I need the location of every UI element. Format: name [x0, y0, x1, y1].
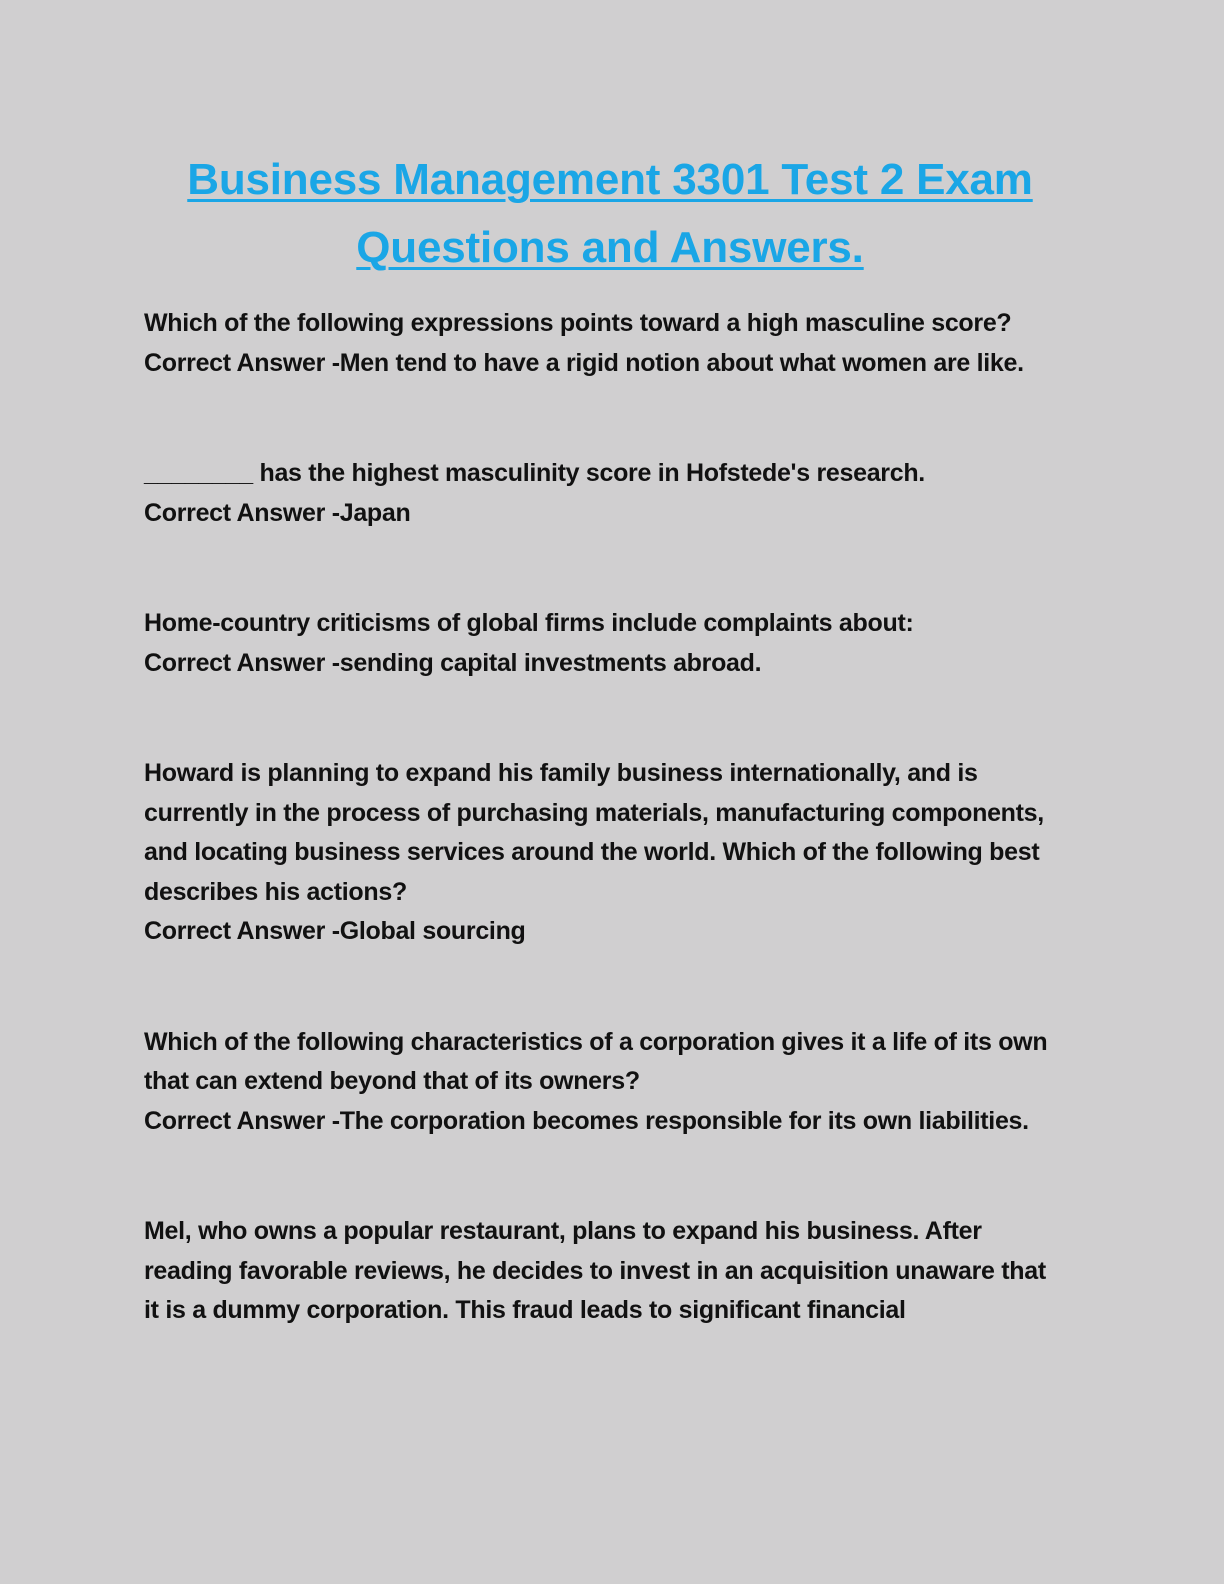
question-text: Howard is planning to expand his family business internationally, and is currently in the process of purchasing materials, manufacturing components, and locating business services around the world. Which of the following best describes his actions?	[144, 759, 1044, 906]
answer-text: Correct Answer -The corporation becomes responsible for its own liabilities.	[144, 1106, 1029, 1135]
question-text: ________ has the highest masculinity score in Hofstede's research.	[144, 459, 925, 487]
question-text: Home-country criticisms of global firms include complaints about:	[144, 609, 914, 637]
answer-text: Correct Answer -Global sourcing	[144, 917, 526, 945]
qa-item	[144, 754, 1064, 952]
question-text: Which of the following expressions points toward a high masculine score?	[144, 309, 1012, 337]
answer-text: Correct Answer -sending capital investments abroad.	[144, 648, 762, 677]
answer-text: Correct Answer -Japan	[144, 498, 411, 527]
qa-item	[144, 454, 1064, 533]
question-text: Mel, who owns a popular restaurant, plans to expand his business. After reading favorable reviews, he decides to invest in an acquisition unaware that it is a dummy corporation. This fraud leads to significant financial	[144, 1217, 1046, 1324]
question-text: Which of the following characteristics of a corporation gives it a life of its own that can extend beyond that of its owners?	[144, 1027, 1048, 1095]
qa-item	[144, 304, 1064, 383]
title-line-2: Questions and Answers.	[356, 223, 864, 272]
qa-item	[144, 1023, 1064, 1142]
title-line-1: Business Management 3301 Test 2 Exam	[187, 155, 1033, 204]
qa-item	[144, 604, 1064, 683]
answer-text: Correct Answer -Men tend to have a rigid notion about what women are like.	[144, 348, 1024, 377]
qa-item	[144, 1212, 1064, 1331]
page-title	[156, 146, 1064, 282]
